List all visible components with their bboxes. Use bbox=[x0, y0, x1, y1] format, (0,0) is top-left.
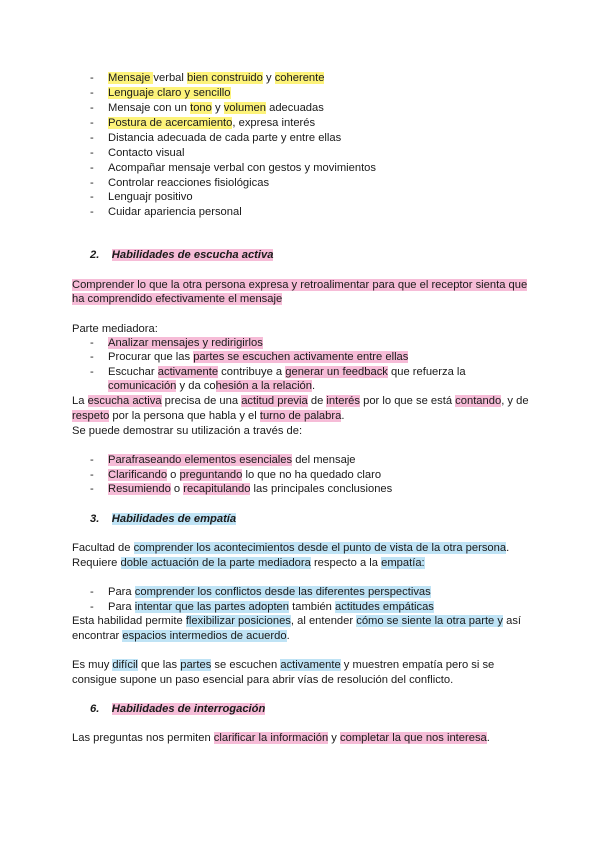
list-item: Escuchar activamente contribuye a generar un feedback que refuerza la bbox=[108, 366, 466, 378]
bullet-dash: - bbox=[90, 469, 94, 481]
list-item: Analizar mensajes y redirigirlos bbox=[108, 337, 263, 349]
list-item: Para comprender los conflictos desde las diferentes perspectivas bbox=[108, 586, 431, 598]
paragraph-line: respeto por la persona que habla y el turno de palabra. bbox=[72, 410, 345, 422]
bullet-dash: - bbox=[90, 147, 94, 159]
list-item: Controlar reacciones fisiológicas bbox=[108, 177, 270, 189]
mediator-label: Parte mediadora: bbox=[72, 323, 158, 335]
list-item: Lenguajr positivo bbox=[108, 191, 193, 203]
bullet-dash: - bbox=[90, 337, 94, 349]
paragraph-line: Se puede demostrar su utilización a través de: bbox=[72, 425, 303, 437]
bullet-dash: - bbox=[90, 586, 94, 598]
bullet-dash: - bbox=[90, 102, 94, 114]
list-item: Lenguaje claro y sencillo bbox=[108, 87, 231, 99]
section-heading-questioning: 6. Habilidades de interrogación bbox=[90, 703, 266, 715]
bullet-dash: - bbox=[90, 177, 94, 189]
paragraph-line: La escucha activa precisa de una actitud previa de interés por lo que se está contando, y de bbox=[72, 395, 529, 407]
bullet-dash: - bbox=[90, 601, 94, 613]
bullet-dash: - bbox=[90, 206, 94, 218]
bullet-dash: - bbox=[90, 72, 94, 84]
paragraph-line: Las preguntas nos permiten clarificar la información y completar la que nos interesa. bbox=[72, 732, 490, 744]
bullet-dash: - bbox=[90, 162, 94, 174]
bullet-dash: - bbox=[90, 483, 94, 495]
bullet-dash: - bbox=[90, 87, 94, 99]
list-item: Procurar que las partes se escuchen activamente entre ellas bbox=[108, 351, 409, 363]
paragraph-line: encontrar espacios intermedios de acuerdo. bbox=[72, 630, 290, 642]
list-item: Mensaje con un tono y volumen adecuadas bbox=[108, 102, 324, 114]
section-intro-line: ha comprendido efectivamente el mensaje bbox=[72, 293, 283, 305]
list-item: Distancia adecuada de cada parte y entre ellas bbox=[108, 132, 342, 144]
list-item-continuation: comunicación y da cohesión a la relación. bbox=[108, 380, 316, 392]
paragraph-line: consigue supone un paso esencial para abrir vías de resolución del conflicto. bbox=[72, 674, 454, 686]
list-item: Para intentar que las partes adopten también actitudes empáticas bbox=[108, 601, 434, 613]
bullet-dash: - bbox=[90, 132, 94, 144]
paragraph-line: Requiere doble actuación de la parte mediadora respecto a la empatía: bbox=[72, 557, 425, 569]
list-item: Postura de acercamiento, expresa interés bbox=[108, 117, 316, 129]
section-heading-empathy: 3. Habilidades de empatía bbox=[90, 513, 237, 525]
paragraph-line: Facultad de comprender los acontecimientos desde el punto de vista de la otra persona. bbox=[72, 542, 510, 554]
list-item: Contacto visual bbox=[108, 147, 185, 159]
list-item: Acompañar mensaje verbal con gestos y movimientos bbox=[108, 162, 377, 174]
list-item: Mensaje verbal bien construido y coherente bbox=[108, 72, 325, 84]
list-item: Resumiendo o recapitulando las principales conclusiones bbox=[108, 483, 393, 495]
paragraph-line: Es muy difícil que las partes se escuchen activamente y muestren empatía pero si se bbox=[72, 659, 495, 671]
bullet-dash: - bbox=[90, 351, 94, 363]
section-heading-active-listening: 2. Habilidades de escucha activa bbox=[90, 249, 274, 261]
paragraph-line: Esta habilidad permite flexibilizar posiciones, al entender cómo se siente la otra parte y así bbox=[72, 615, 522, 627]
list-item: Cuidar apariencia personal bbox=[108, 206, 242, 218]
bullet-dash: - bbox=[90, 366, 94, 378]
bullet-dash: - bbox=[90, 117, 94, 129]
section-intro-line: Comprender lo que la otra persona expresa y retroalimentar para que el receptor sienta que bbox=[72, 279, 528, 291]
bullet-dash: - bbox=[90, 454, 94, 466]
bullet-dash: - bbox=[90, 191, 94, 203]
list-item: Parafraseando elementos esenciales del mensaje bbox=[108, 454, 356, 466]
list-item: Clarificando o preguntando lo que no ha quedado claro bbox=[108, 469, 382, 481]
